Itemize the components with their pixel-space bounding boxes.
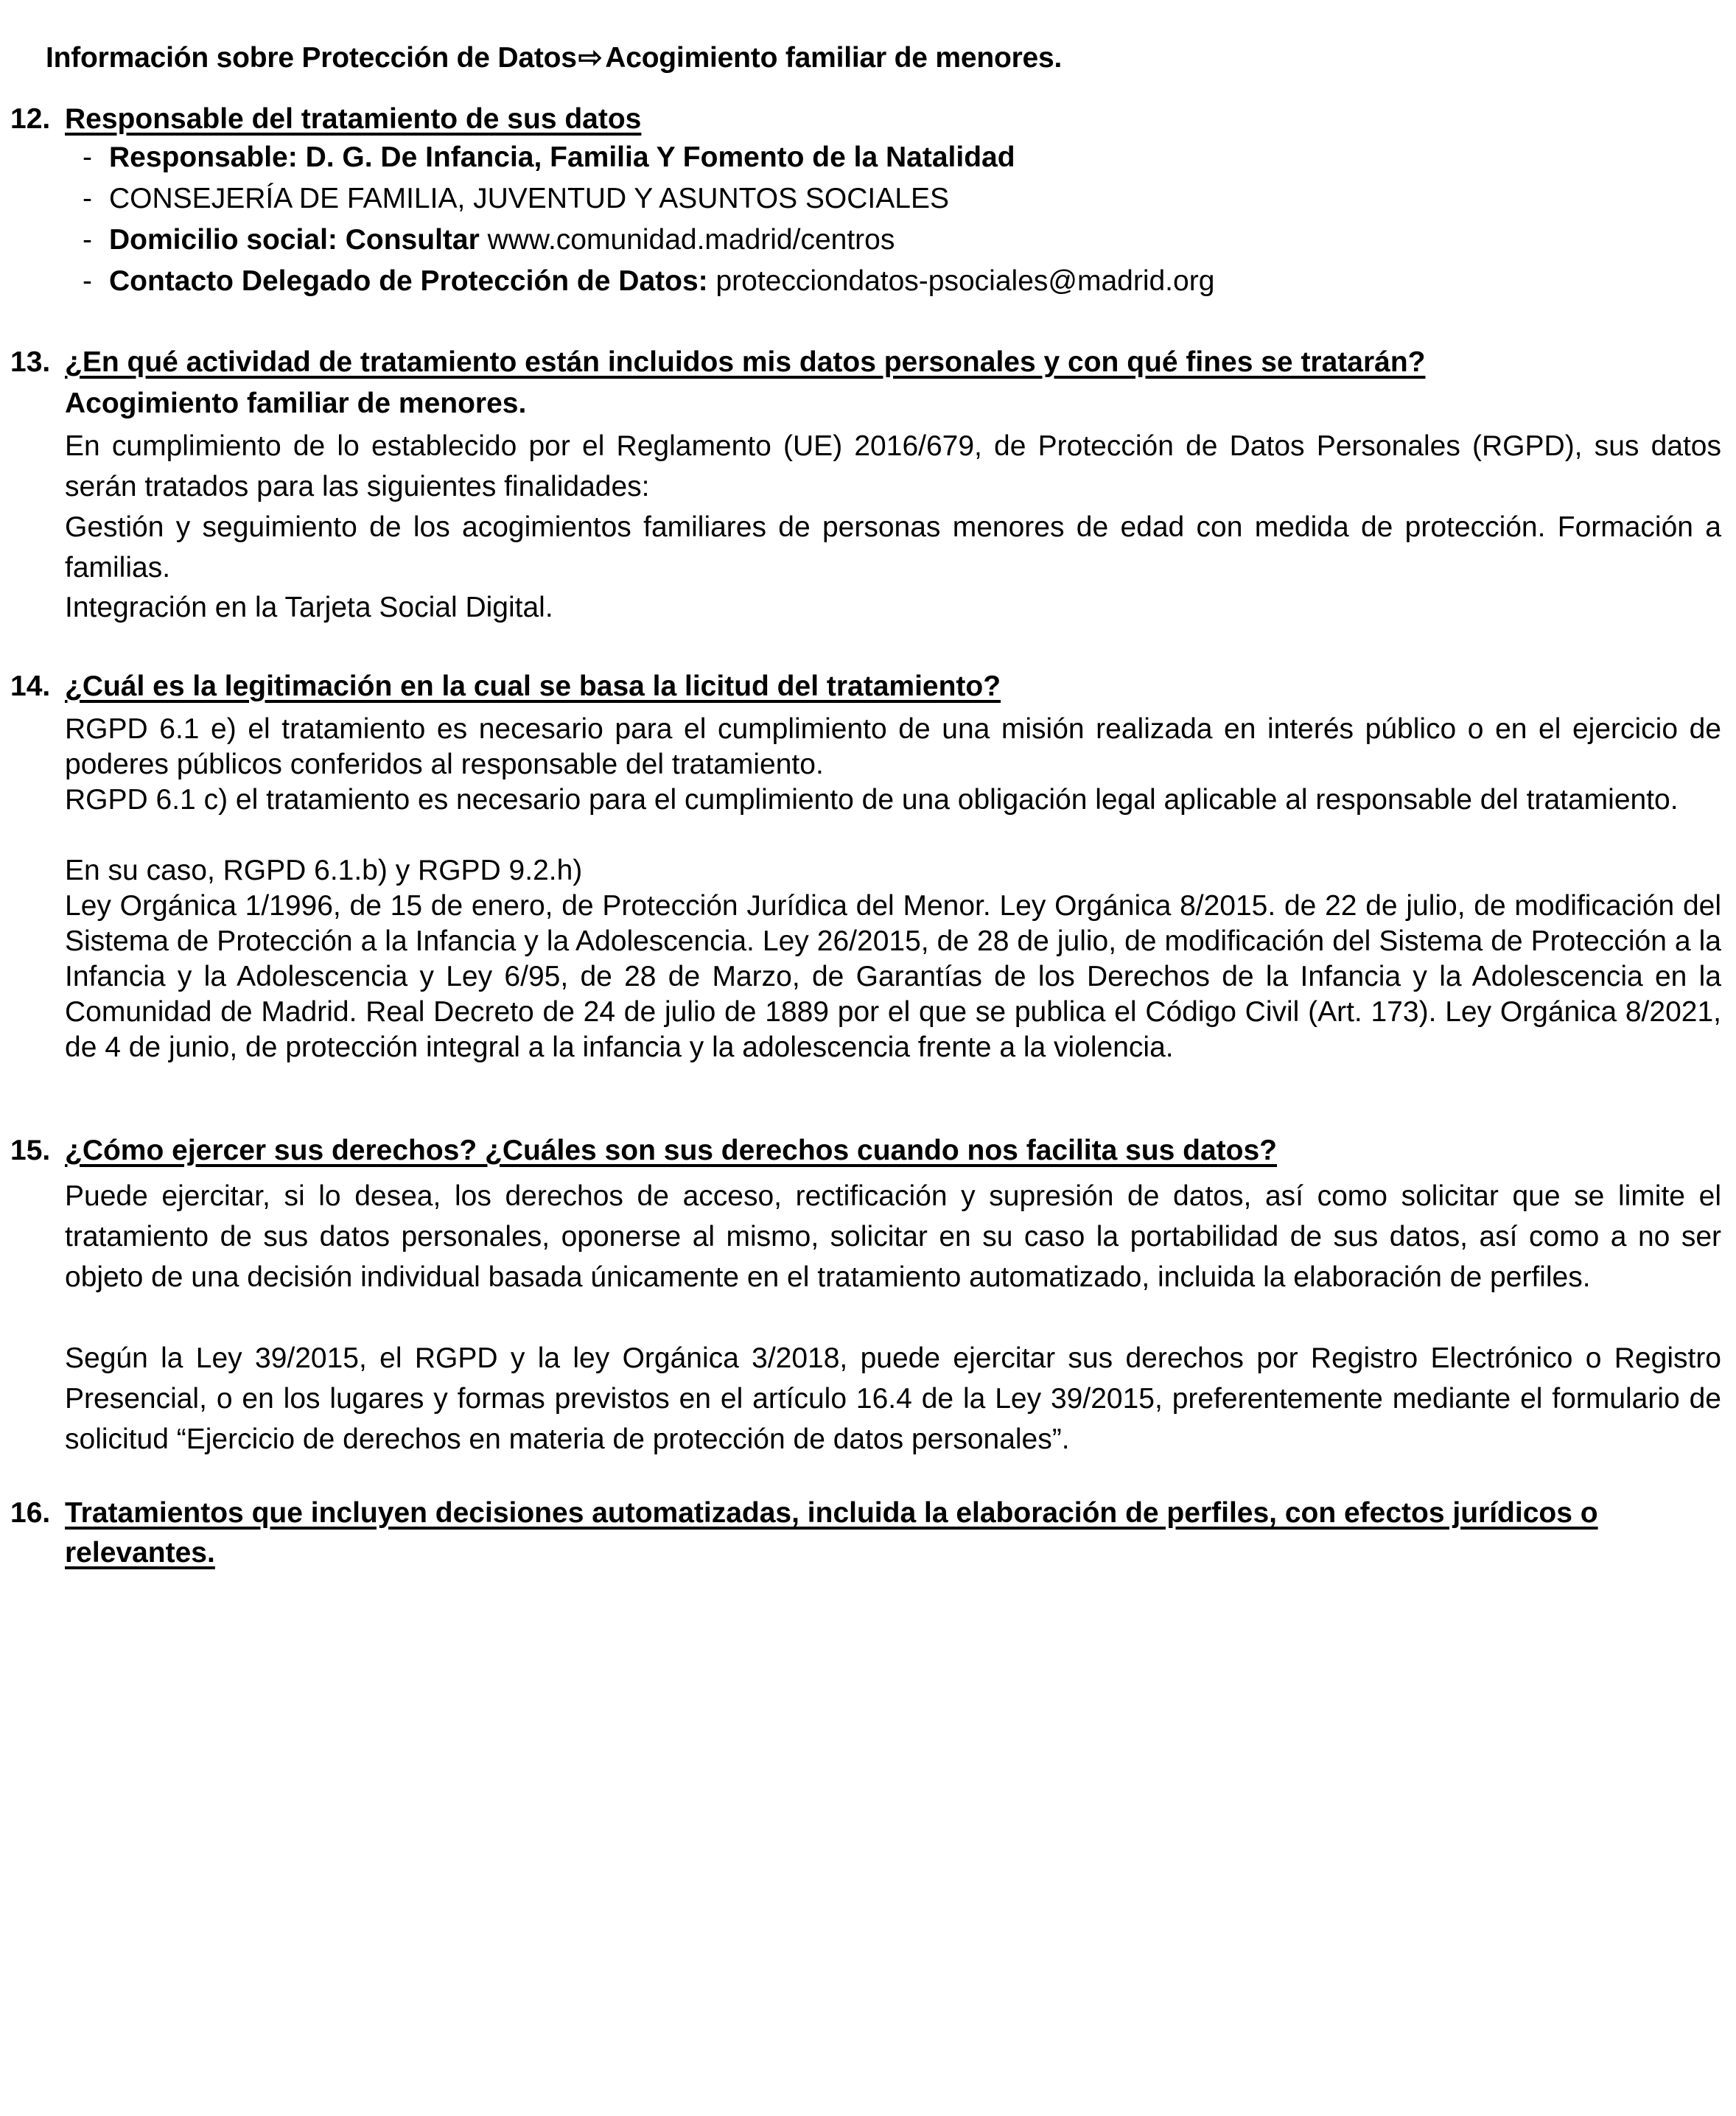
section-16-heading xyxy=(10,1496,1717,1571)
section-14-paragraph-1: RGPD 6.1 e) el tratamiento es necesario para el cumplimiento de una misión realizada en interés público o en el ejercicio de poderes públicos conferidos al responsable del tratamiento. xyxy=(65,713,1721,780)
dpd-email-link[interactable]: protecciondatos-psociales@madrid.org xyxy=(707,265,1215,297)
section-14-paragraph-3: En su caso, RGPD 6.1.b) y RGPD 9.2.h) xyxy=(65,855,583,886)
section-15-heading xyxy=(10,1133,1277,1169)
section-title-continuation: relevantes. xyxy=(65,1537,215,1569)
document-title xyxy=(46,41,1062,76)
bullet-domicilio: - Domicilio social: Consultar www.comunidad.madrid/centros xyxy=(83,224,895,256)
centros-link[interactable]: www.comunidad.madrid/centros xyxy=(479,224,895,256)
title-suffix: Acogimiento familiar de menores. xyxy=(605,42,1063,74)
section-title: Tratamientos que incluyen decisiones automatizadas, incluida la elaboración de perfiles, con efectos jurídicos o xyxy=(65,1497,1598,1529)
bullet-consejeria: - CONSEJERÍA DE FAMILIA, JUVENTUD Y ASUNTOS SOCIALES xyxy=(83,183,949,214)
title-text: Información sobre Protección de Datos xyxy=(46,42,577,74)
section-title: ¿Cómo ejercer sus derechos? ¿Cuáles son sus derechos cuando nos facilita sus datos? xyxy=(65,1135,1277,1166)
section-number: 12. xyxy=(10,103,51,135)
section-13-paragraph-1: En cumplimiento de lo establecido por el Reglamento (UE) 2016/679, de Protección de Datos Personales (RGPD), sus datos serán tratados para las siguientes finalidades: xyxy=(65,430,1721,502)
section-number: 14. xyxy=(10,670,51,702)
section-14-paragraph-2: RGPD 6.1 c) el tratamiento es necesario para el cumplimiento de una obligación legal aplicable al responsable del tratamiento. xyxy=(65,784,1679,816)
section-13-heading xyxy=(10,345,1425,380)
section-14-paragraph-4: Ley Orgánica 1/1996, de 15 de enero, de Protección Jurídica del Menor. Ley Orgánica 8/2015. de 22 de julio, de modificación del Sistema de Protección a la Infancia y la Adolescencia. Ley 26/2015, de 28 de julio, de modificación del Sistema de Protección a la Infancia y la Adolescencia y Ley 6/95, de 28 de Marzo, de Garantías de los Derechos de la Infancia y la Adolescencia en la Comunidad de Madrid. Real Decreto de 24 de julio de 1889 por el que se publica el Código Civil (Art. 173). Ley Orgánica 8/2021, de 4 de junio, de protección integral a la infancia y la adolescencia frente a la violencia. xyxy=(65,890,1721,1063)
section-13-subheading: Acogimiento familiar de menores. xyxy=(65,388,527,419)
section-15-paragraph-2: Según la Ley 39/2015, el RGPD y la ley Orgánica 3/2018, puede ejercitar sus derechos por Registro Electrónico o Registro Presencial, o en los lugares y formas previstos en el artículo 16.4 de la Ley 39/2015, preferentemente mediante el formulario de solicitud “Ejercicio de derechos en materia de protección de datos personales”. xyxy=(65,1342,1721,1455)
bullet-responsable: - Responsable: D. G. De Infancia, Familia Y Fomento de la Natalidad xyxy=(83,141,1015,173)
section-number: 16. xyxy=(10,1497,51,1529)
bullet-label: Contacto Delegado de Protección de Datos: xyxy=(109,265,708,297)
section-title: ¿En qué actividad de tratamiento están incluidos mis datos personales y con qué fines se tratarán? xyxy=(65,346,1426,378)
bullet-contacto-dpd: - Contacto Delegado de Protección de Datos: protecciondatos-psociales@madrid.org xyxy=(83,265,1215,297)
right-arrow-icon: ⇨ xyxy=(578,42,603,74)
section-15-paragraph-1: Puede ejercitar, si lo desea, los derechos de acceso, rectificación y supresión de datos, así como solicitar que se limite el tratamiento de sus datos personales, oponerse al mismo, solicitar en su caso la portabilidad de sus datos, así como a no ser objeto de una decisión individual basada únicamente en el tratamiento automatizado, incluida la elaboración de perfiles. xyxy=(65,1180,1721,1293)
section-13-paragraph-3: Integración en la Tarjeta Social Digital. xyxy=(65,592,553,623)
section-13-paragraph-2: Gestión y seguimiento de los acogimientos familiares de personas menores de edad con medida de protección. Formación a familias. xyxy=(65,511,1721,584)
section-12-bullets xyxy=(83,137,1214,302)
bullet-label: Domicilio social: Consultar xyxy=(109,224,480,256)
section-number: 15. xyxy=(10,1135,51,1166)
section-title: Responsable del tratamiento de sus datos xyxy=(65,103,642,135)
section-12-heading xyxy=(10,102,641,137)
bullet-value: CONSEJERÍA DE FAMILIA, JUVENTUD Y ASUNTOS SOCIALES xyxy=(109,183,949,214)
bullet-label: Responsable: D. G. De Infancia, Familia Y Fomento de la Natalidad xyxy=(109,141,1015,173)
section-number: 13. xyxy=(10,346,51,378)
section-title: ¿Cuál es la legitimación en la cual se basa la licitud del tratamiento? xyxy=(65,670,1001,702)
section-14-heading xyxy=(10,669,1001,704)
